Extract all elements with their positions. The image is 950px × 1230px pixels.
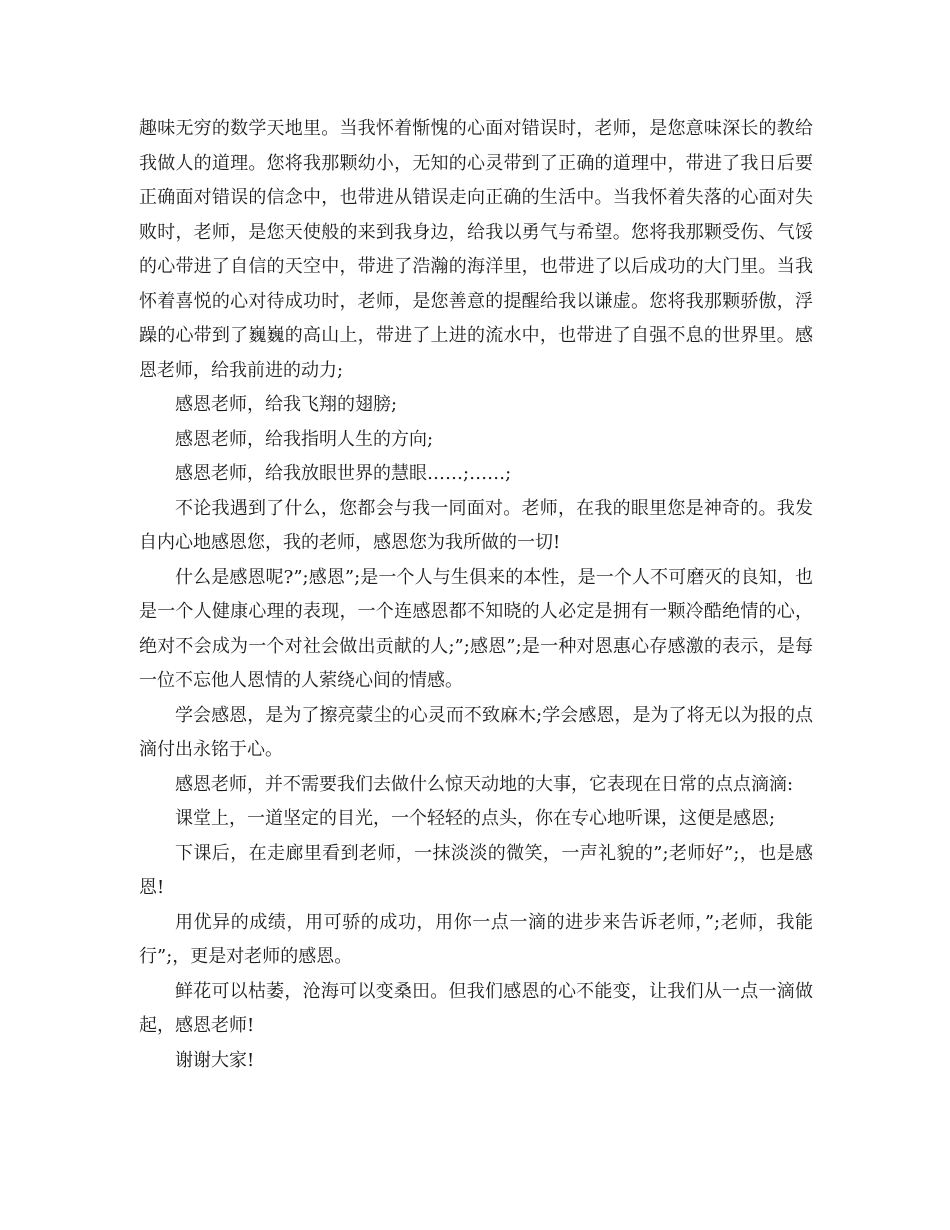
paragraph: 感恩老师，给我指明人生的方向; (175, 428, 434, 450)
paragraph: 课堂上，一道坚定的目光，一个轻轻的点头，你在专心地听课，这便是感恩; (175, 808, 776, 829)
paragraph: 谢谢大家! (175, 1049, 255, 1071)
paragraph: 什么是感恩呢?”;感恩”;是一个人与生俱来的本性，是一个人不可磨灭的良知，也是一个人健康心理的表现，一个连感恩都不知晓的人必定是拥有一颗冷酷绝情的心，绝对不会成为一个对社会做出贡献的人;”;感恩”;是一种对恩惠心存感激的表示，是每一位不忘他人恩情的人萦绕心间的情感。 (139, 566, 813, 691)
paragraph: 不论我遇到了什么，您都会与我一同面对。老师，在我的眼里您是神奇的。我发自内心地感恩您，我的老师，感恩您为我所做的一切! (139, 497, 813, 553)
paragraph: 鲜花可以枯萎，沧海可以变桑田。但我们感恩的心不能变，让我们从一点一滴做起，感恩老师! (139, 980, 813, 1036)
paragraph: 感恩老师，给我放眼世界的慧眼……;……; (175, 463, 512, 484)
paragraph: 感恩老师，并不需要我们去做什么惊天动地的大事，它表现在日常的点点滴滴: (175, 773, 794, 795)
paragraph: 用优异的成绩，用可骄的成功，用你一点一滴的进步来告诉老师，”;老师，我能行”;，更是对老师的感恩。 (139, 911, 813, 967)
paragraph: 下课后，在走廊里看到老师，一抹淡淡的微笑，一声礼貌的”;老师好”;，也是感恩! (139, 842, 813, 898)
document-body (139, 112, 813, 1078)
paragraph: 感恩老师，给我飞翔的翅膀; (175, 394, 398, 415)
paragraph: 学会感恩，是为了擦亮蒙尘的心灵而不致麻木;学会感恩，是为了将无以为报的点滴付出永铭于心。 (139, 704, 813, 760)
paragraph: 趣味无穷的数学天地里。当我怀着惭愧的心面对错误时，老师，是您意味深长的教给我做人的道理。您将我那颗幼小，无知的心灵带到了正确的道理中，带进了我日后要正确面对错误的信念中，也带进从错误走向正确的生活中。当我怀着失落的心面对失败时，老师，是您天使般的来到我身边，给我以勇气与希望。您将我那颗受伤、气馁的心带进了自信的天空中，带进了浩瀚的海洋里，也带进了以后成功的大门里。当我怀着喜悦的心对待成功时，老师，是您善意的提醒给我以谦虚。您将我那颗骄傲，浮躁的心带到了巍巍的高山上，带进了上进的流水中，也带进了自强不息的世界里。感恩老师，给我前进的动力; (139, 118, 813, 381)
